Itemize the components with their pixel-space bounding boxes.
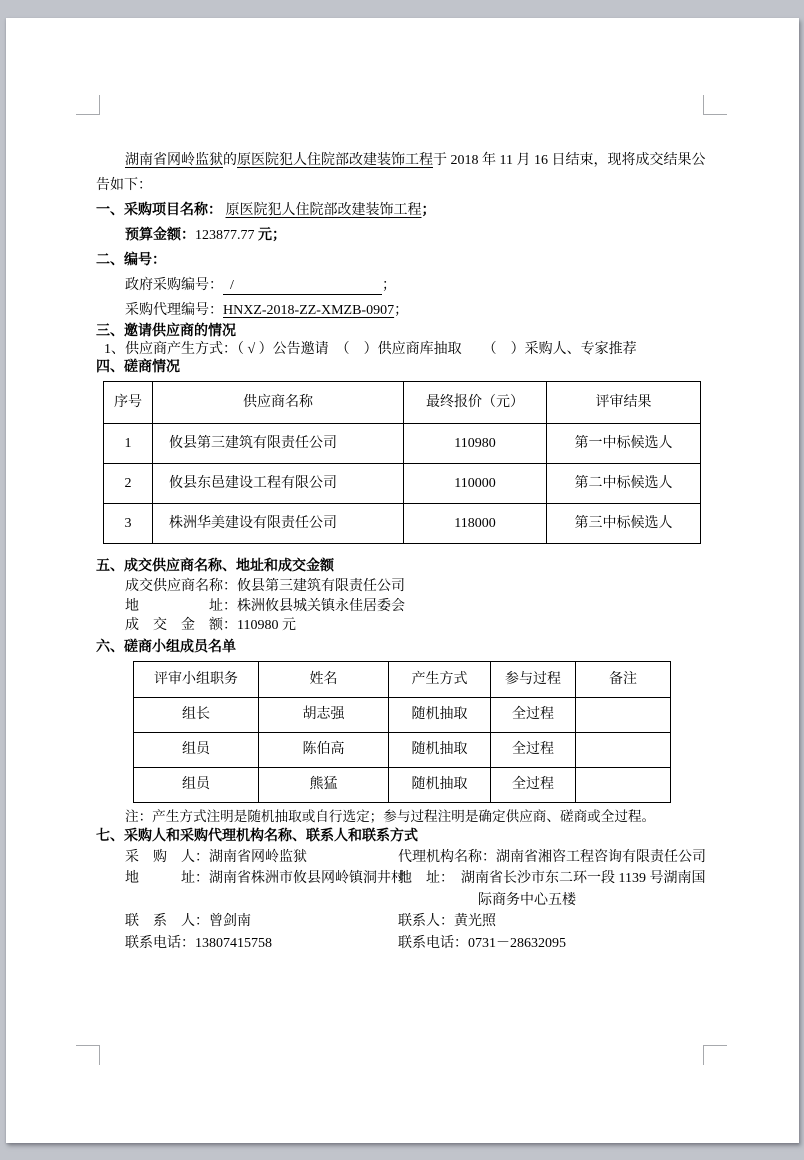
cell-supplier: 株洲华美建设有限责任公司 <box>153 504 404 544</box>
cell-seq: 2 <box>104 464 153 504</box>
cell-result: 第二中标候选人 <box>547 464 701 504</box>
col-header-name: 姓名 <box>259 661 389 697</box>
cell-participation: 全过程 <box>491 697 576 732</box>
col-header-result: 评审结果 <box>547 382 701 424</box>
cell-remark <box>576 767 671 802</box>
cell-role: 组员 <box>134 732 259 767</box>
buyer-phone-line: 联系电话：13807415758 <box>125 935 272 951</box>
agency-address-line1: 地 址： 湖南省长沙市东二环一段 1139 号湖南国 <box>398 871 706 886</box>
margin-corner-mark-top-left <box>76 95 100 115</box>
table-row <box>104 464 701 504</box>
cell-remark <box>576 732 671 767</box>
section-1-heading-line <box>96 198 718 223</box>
buyer-name-underlined: 湖南省网岭监狱 <box>125 153 223 168</box>
document-content <box>96 148 718 954</box>
cell-seq: 1 <box>104 424 153 464</box>
panel-table-header-row <box>134 661 671 697</box>
buyer-address-line: 地 址：湖南省株洲市攸县网岭镇洞井村 <box>125 871 405 886</box>
cell-name: 熊猛 <box>259 767 389 802</box>
col-header-role: 评审小组职务 <box>134 661 259 697</box>
section-4-heading: 四、磋商情况 <box>96 360 180 375</box>
project-name-underlined: 原医院犯人住院部改建装饰工程 <box>237 153 433 168</box>
intro-paragraph <box>96 148 718 198</box>
contacts-two-column-block <box>125 847 718 955</box>
section-1-heading: 一、采购项目名称： <box>96 203 222 218</box>
gov-number-label: 政府采购编号： <box>125 278 223 293</box>
buyer-name-line: 采 购 人：湖南省网岭监狱 <box>125 849 307 865</box>
document-page <box>6 18 799 1143</box>
intro-tail: 于 2018 年 11 月 16 日结束，现将成交结果公 <box>433 153 706 168</box>
cell-supplier: 攸县东邑建设工程有限公司 <box>153 464 404 504</box>
budget-line <box>125 223 718 248</box>
cell-price: 110980 <box>404 424 547 464</box>
winner-amount-line: 成 交 金 额：110980 元 <box>125 618 296 633</box>
cell-method: 随机抽取 <box>389 732 491 767</box>
table-row <box>134 767 671 802</box>
agent-number-line <box>125 298 718 323</box>
cell-seq: 3 <box>104 504 153 544</box>
agency-phone-line: 联系电话：0731－28632095 <box>398 935 566 951</box>
semicolon: ； <box>421 203 436 218</box>
cell-result: 第一中标候选人 <box>547 424 701 464</box>
cell-role: 组长 <box>134 697 259 732</box>
budget-value: 123877.77 <box>195 228 258 243</box>
cell-price: 118000 <box>404 504 547 544</box>
agent-number-suffix: ； <box>394 303 409 318</box>
table-row <box>134 732 671 767</box>
cell-supplier: 攸县第三建筑有限责任公司 <box>153 424 404 464</box>
agency-contact-line: 联系人：黄光照 <box>398 914 496 929</box>
col-header-seq: 序号 <box>104 382 153 424</box>
winner-name-line: 成交供应商名称：攸县第三建筑有限责任公司 <box>125 579 405 594</box>
bidders-table-header-row <box>104 382 701 424</box>
margin-corner-mark-bottom-right <box>703 1045 727 1065</box>
col-header-participation: 参与过程 <box>491 661 576 697</box>
cell-name: 胡志强 <box>259 697 389 732</box>
gov-number-blank-field: / <box>223 277 382 295</box>
intro-connector: 的 <box>223 153 237 168</box>
table-row <box>104 424 701 464</box>
margin-corner-mark-bottom-left <box>76 1045 100 1065</box>
section-2-heading: 二、编号： <box>96 253 166 268</box>
winner-address-line: 地 址：株洲攸县城关镇永佳居委会 <box>125 598 405 614</box>
bidders-table <box>103 381 701 544</box>
col-header-remark: 备注 <box>576 661 671 697</box>
gov-number-line <box>125 273 718 298</box>
table-row <box>104 504 701 544</box>
agent-number-value: HNXZ-2018-ZZ-XMZB-0907 <box>223 303 395 318</box>
gov-number-suffix: ； <box>382 278 396 293</box>
col-header-method: 产生方式 <box>389 661 491 697</box>
intro-tail-line2: 告如下： <box>96 178 152 193</box>
cell-participation: 全过程 <box>491 732 576 767</box>
cell-method: 随机抽取 <box>389 697 491 732</box>
col-header-price: 最终报价（元） <box>404 382 547 424</box>
margin-corner-mark-top-right <box>703 95 727 115</box>
buyer-contact-line: 联 系 人：曾剑南 <box>125 914 251 929</box>
cell-role: 组员 <box>134 767 259 802</box>
cell-name: 陈伯高 <box>259 732 389 767</box>
cell-method: 随机抽取 <box>389 767 491 802</box>
cell-remark <box>576 697 671 732</box>
empty-cell <box>125 890 398 912</box>
cell-participation: 全过程 <box>491 767 576 802</box>
agency-name-line: 代理机构名称：湖南省湘咨工程咨询有限责任公司 <box>398 849 706 865</box>
section-7-heading: 七、采购人和采购代理机构名称、联系人和联系方式 <box>96 828 418 844</box>
table-note: 注：产生方式注明是随机抽取或自行选定；参与过程注明是确定供应商、磋商或全过程。 <box>125 808 656 824</box>
budget-label: 预算金额： <box>125 228 195 243</box>
supplier-source-line: 1、供应商产生方式：（ √ ）公告邀请 （ ）供应商库抽取 （ ）采购人、专家推荐 <box>104 342 637 357</box>
agent-number-label: 采购代理编号： <box>125 303 223 318</box>
section-5-heading: 五、成交供应商名称、地址和成交金额 <box>96 559 334 574</box>
section-6-heading: 六、磋商小组成员名单 <box>96 639 236 655</box>
budget-unit: 元； <box>258 228 286 243</box>
cell-result: 第三中标候选人 <box>547 504 701 544</box>
table-row <box>134 697 671 732</box>
panel-members-table <box>133 661 671 803</box>
agency-address-line2: 际商务中心五楼 <box>478 892 576 908</box>
section-3-heading: 三、邀请供应商的情况 <box>96 324 236 339</box>
cell-price: 110000 <box>404 464 547 504</box>
col-header-supplier: 供应商名称 <box>153 382 404 424</box>
project-name-value: 原医院犯人住院部改建装饰工程 <box>225 203 422 218</box>
